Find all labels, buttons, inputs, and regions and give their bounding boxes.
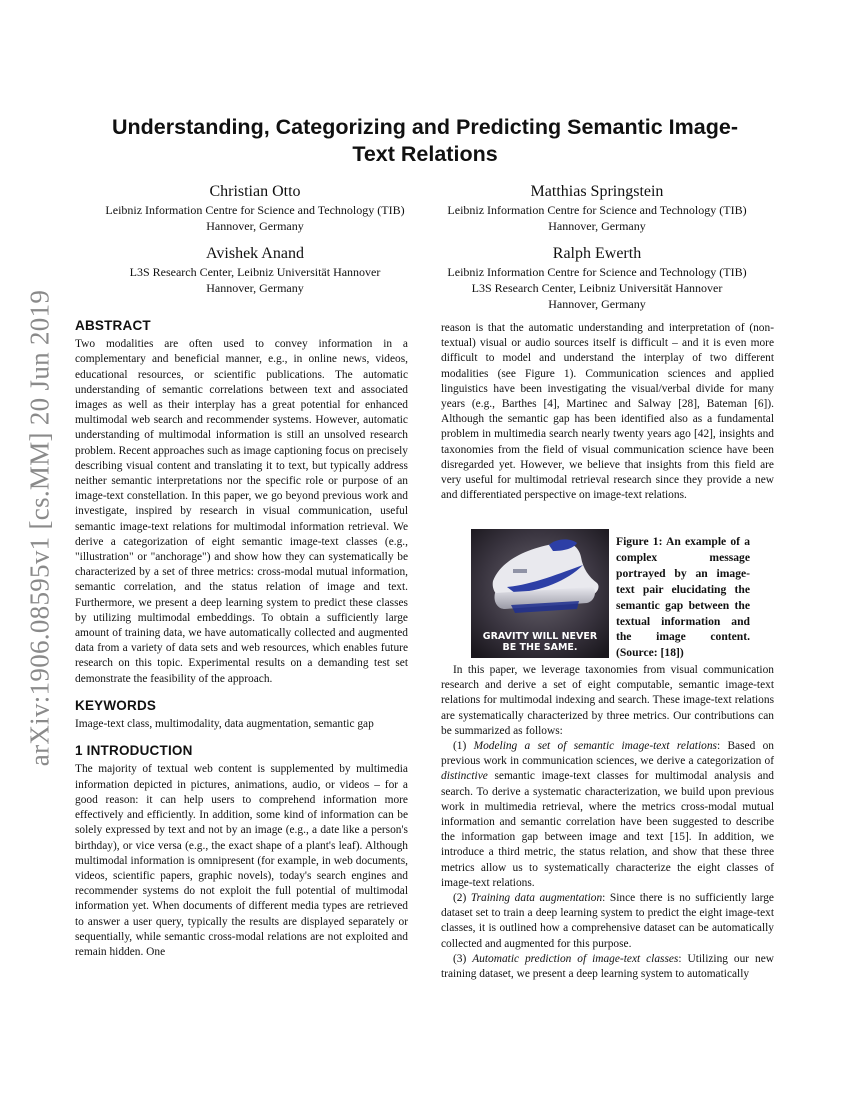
author-block-ewerth [427,244,767,312]
left-column [75,318,408,960]
author-affiliation: L3S Research Center, Leibniz Universität Hannover [129,265,381,279]
author-affiliation: Leibniz Information Centre for Science and Technology (TIB) [105,203,405,217]
paper-title: Understanding, Categorizing and Predicting Semantic Image-Text Relations [112,115,738,166]
author-affiliation-2: L3S Research Center, Leibniz Universität Hannover [471,281,723,295]
figure-1-image [471,529,609,658]
author-block-otto [85,182,425,234]
author-name: Matthias Springstein [530,183,664,200]
author-location: Hannover, Germany [548,219,646,233]
contribution-2: (2) Training data augmentation: Since there is no sufficiently large dataset set to train a deep learning system to predict the eight image-text classes, it is outlined how a comprehensive dataset can be automatically collected and augmented for this purpose. [441,892,774,950]
author-location: Hannover, Germany [206,219,304,233]
abstract-heading: ABSTRACT [75,318,151,333]
author-affiliation: Leibniz Information Centre for Science and Technology (TIB) [447,203,747,217]
author-block-springstein [427,182,767,234]
right-column-top [441,321,774,503]
keywords-text: Image-text class, multimodality, data augmentation, semantic gap [75,718,374,731]
author-affiliation: Leibniz Information Centre for Science and Technology (TIB) [447,265,747,279]
contribution-3: (3) Automatic prediction of image-text classes: Utilizing our new training dataset, we present a deep learning system to automatically [441,952,774,981]
author-name: Christian Otto [209,183,301,200]
author-name: Ralph Ewerth [552,245,642,262]
author-location: Hannover, Germany [548,297,646,311]
sneaker-ad-image [471,529,609,658]
intro-paragraph-1: The majority of textual web content is supplemented by multimedia information depicted in pictures, animations, audio, or videos – for a good reason: it can help users to comprehend information more effectively and efficiently. In addition, some kind of information can be solely expressed by text and not by an image (e.g., a date like a person's birthday), or vice versa (e.g., the exact shape of a plant's leaf). Although multimodal information is omnipresent (for example, in web documents, videos, scientific papers, graphic novels), today's search engines and recommender systems do not exploit the full potential of multimodal information yet. When documents of different media types are retrieved to answer a user query, typically the results are displayed separately or sequentially, while semantic cross-modal relations are not exploited and remain hidden. One [75,763,408,958]
figure-1-caption: Figure 1: An example of a complex message portrayed by an image-text pair elucidating the semantic gap between the textual information and the image content. (Source: [18]) [616,535,750,660]
author-name: Avishek Anand [206,245,304,262]
intro-paragraph-1-cont: reason is that the automatic understanding and interpretation of (non-textual) visual or audio sources itself is difficult – and it is even more difficult to model and understand the interplay of two different modalities (see Figure 1). Communication sciences and applied linguistics have been investigating the visual/verbal divide for many years (e.g., Barthes [4], Martinec and Salway [28], Bateman [6]). Although the semantic gap has been identified also as a fundamental problem in multimedia search nearly twenty years ago [42], insights and taxonomies from the field of visual communication science have been disregarded yet. However, we believe that insights from this field are very useful for multimodal retrieval research since they provide a new and differentiated perspective on image-text relations. [441,322,774,502]
introduction-heading: 1 INTRODUCTION [75,743,193,759]
image-ad-text-1: GRAVITY WILL NEVER [482,631,598,642]
arxiv-stamp: arXiv:1906.08595v1 [cs.MM] 20 Jun 2019 [24,289,55,767]
abstract-text: Two modalities are often used to convey information in a complementary and beneficial manner, e.g., in online news, videos, educational resources, or scientific publications. The automatic understanding of semantic correlations between text and associated images as well as their interplay has a great potential for enhanced multimodal web search and recommender systems. However, automatic understanding of multimodal information is still an unsolved research problem. Recent approaches such as image captioning focus on precisely describing visual content and translating it to text, but typically address neither semantic interpretations nor the specific role or purpose of an image-text constellation. In this paper, we go beyond previous work and investigate, inspired by research in visual communication, useful semantic image-text relations for multimodal information retrieval. We derive a categorization of eight semantic image-text classes (e.g., "illustration" or "anchorage") and show how they can systematically be characterized by a set of three metrics: cross-modal mutual information, semantic correlation, and the status relation of image and text. Furthermore, we present a deep learning system to predict these classes by utilizing multimodal embeddings. To obtain a sufficiently large amount of training data, we have automatically collected and augmented data from a variety of data sets and web resources, which enables future research on this topic. Experimental results on a demanding test set demonstrate the feasibility of the approach. [75,338,408,685]
author-block-anand [85,244,425,296]
image-ad-text-2: BE THE SAME. [502,642,578,653]
keywords-heading: KEYWORDS [75,697,157,713]
right-column-bottom [441,663,774,982]
intro-paragraph-2: In this paper, we leverage taxonomies from visual communication research and derive a set of eight computable, semantic image-text relations for multimodal indexing and search. These image-text relations are systematically characterized by three metrics. Our contributions can be summarized as follows: [441,664,774,737]
author-location: Hannover, Germany [206,281,304,295]
contribution-1: (1) Modeling a set of semantic image-text relations: Based on previous work in communication sciences, we derive a categorization of distinctive semantic image-text classes for multimodal analysis and search. To derive a systematic characterization, we build upon previous work in multimedia retrieval, where the metrics cross-modal mutual information and semantic correlation have been suggested to describe the information gap between image and text [15]. In addition, we introduce a third metric, the status relation, and show that these three metrics allow us to systematically characterize the eight classes of image-text relations. [441,740,774,889]
